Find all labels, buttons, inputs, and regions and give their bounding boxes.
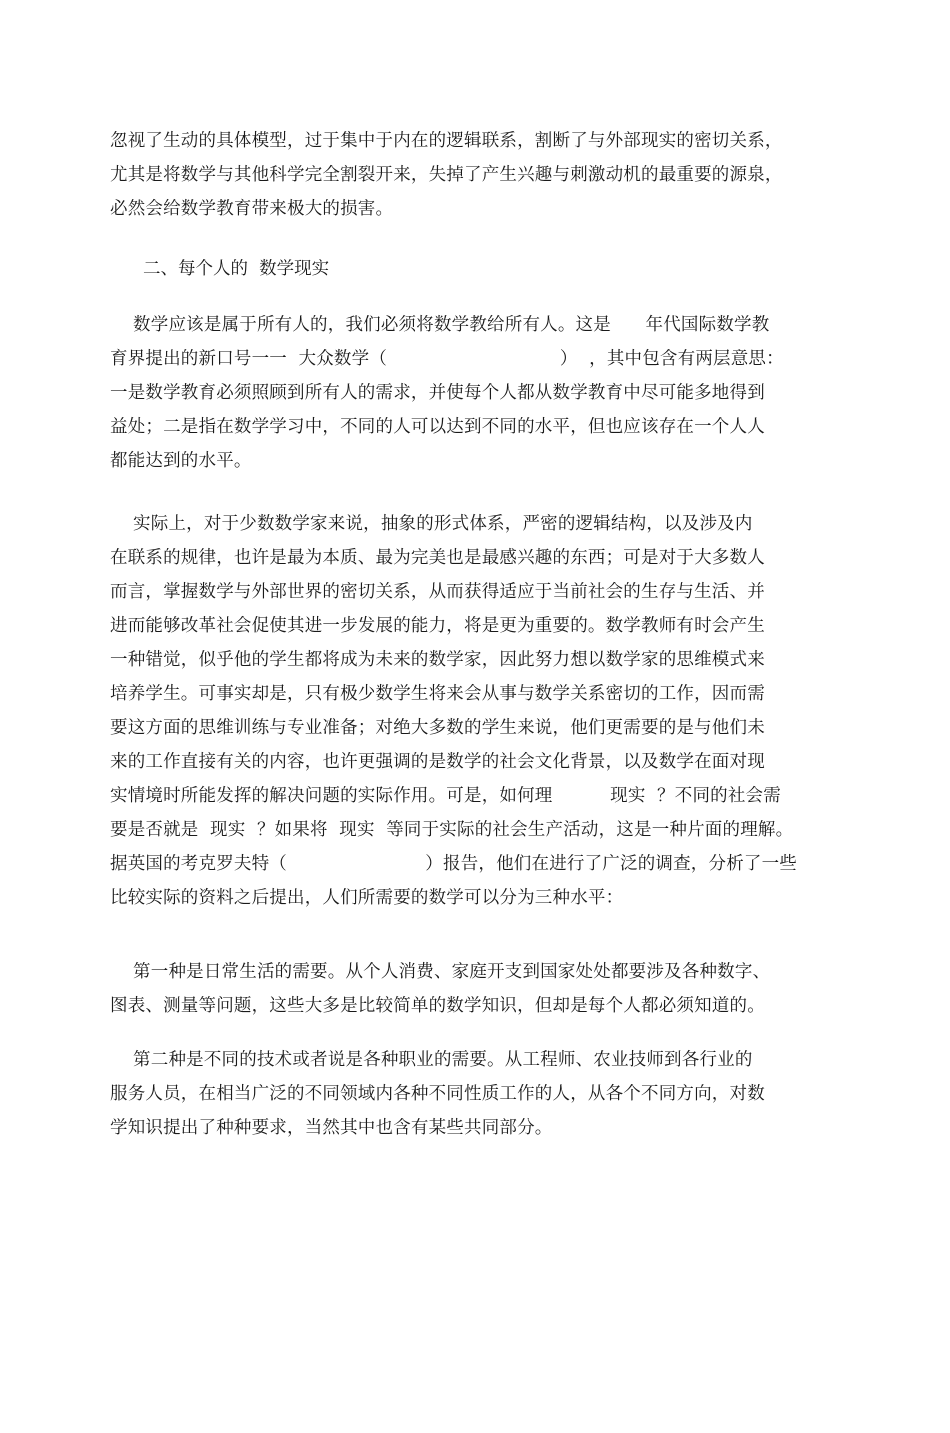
- text-line: 在联系的规律，也许是最为本质、最为完美也是最感兴趣的东西；可是对于大多数人: [110, 548, 765, 568]
- paragraph-2: [110, 308, 790, 478]
- text-line: 都能达到的水平。: [110, 451, 252, 471]
- text-line: 服务人员，在相当广泛的不同领域内各种不同性质工作的人，从各个不同方向，对数: [110, 1084, 765, 1104]
- section-heading: 二、每个人的 数学现实: [143, 259, 330, 279]
- text-line: 实情境时所能发挥的解决问题的实际作用。可是，如何理 现实 ？不同的社会需: [110, 786, 781, 806]
- text-line: 据英国的考克罗夫特（ ）报告，他们在进行了广泛的调查，分析了一些: [110, 854, 798, 874]
- paragraph-5: [110, 1043, 790, 1145]
- text-line: 而言，掌握数学与外部世界的密切关系，从而获得适应于当前社会的生存与生活、并: [110, 582, 765, 602]
- text-line: 第一种是日常生活的需要。从个人消费、家庭开支到国家处处都要涉及各种数字、: [110, 962, 771, 982]
- text-line: 尤其是将数学与其他科学完全割裂开来，失掉了产生兴趣与刺激动机的最重要的源泉，: [110, 165, 783, 185]
- text-line: 实际上，对于少数数学家来说，抽象的形式体系，严密的逻辑结构，以及涉及内: [110, 514, 753, 534]
- text-line: 进而能够改革社会促使其进一步发展的能力，将是更为重要的。数学教师有时会产生: [110, 616, 765, 636]
- text-line: 第二种是不同的技术或者说是各种职业的需要。从工程师、农业技师到各行业的: [110, 1050, 753, 1070]
- text-line: 比较实际的资料之后提出，人们所需要的数学可以分为三种水平：: [110, 888, 624, 908]
- text-line: 来的工作直接有关的内容，也许更强调的是数学的社会文化背景，以及数学在面对现: [110, 752, 765, 772]
- text-line: 要是否就是 现实 ？如果将 现实 等同于实际的社会生产活动，这是一种片面的理解。: [110, 820, 794, 840]
- paragraph-1: [110, 124, 790, 226]
- text-line: 益处；二是指在数学学习中，不同的人可以达到不同的水平，但也应该存在一个人人: [110, 417, 765, 437]
- text-line: 数学应该是属于所有人的，我们必须将数学教给所有人。这是 年代国际数学教: [110, 315, 770, 335]
- text-line: 要这方面的思维训练与专业准备；对绝大多数的学生来说，他们更需要的是与他们未: [110, 718, 765, 738]
- text-line: 一是数学教育必须照顾到所有人的需求，并使每个人都从数学教育中尽可能多地得到: [110, 383, 765, 403]
- paragraph-3: [110, 507, 798, 915]
- text-line: 培养学生。可事实却是，只有极少数学生将来会从事与数学关系密切的工作，因而需: [110, 684, 765, 704]
- text-line: 一种错觉，似乎他的学生都将成为未来的数学家，因此努力想以数学家的思维模式来: [110, 650, 765, 670]
- text-line: 育界提出的新口号一一 大众数学（ ） ，其中包含有两层意思：: [110, 349, 784, 369]
- text-line: 图表、测量等问题，这些大多是比较简单的数学知识，但却是每个人都必须知道的。: [110, 996, 765, 1016]
- paragraph-4: [110, 955, 790, 1023]
- text-line: 必然会给数学教育带来极大的损害。: [110, 199, 394, 219]
- text-line: 忽视了生动的具体模型，过于集中于内在的逻辑联系，割断了与外部现实的密切关系，: [110, 131, 783, 151]
- text-line: 学知识提出了种种要求，当然其中也含有某些共同部分。: [110, 1118, 553, 1138]
